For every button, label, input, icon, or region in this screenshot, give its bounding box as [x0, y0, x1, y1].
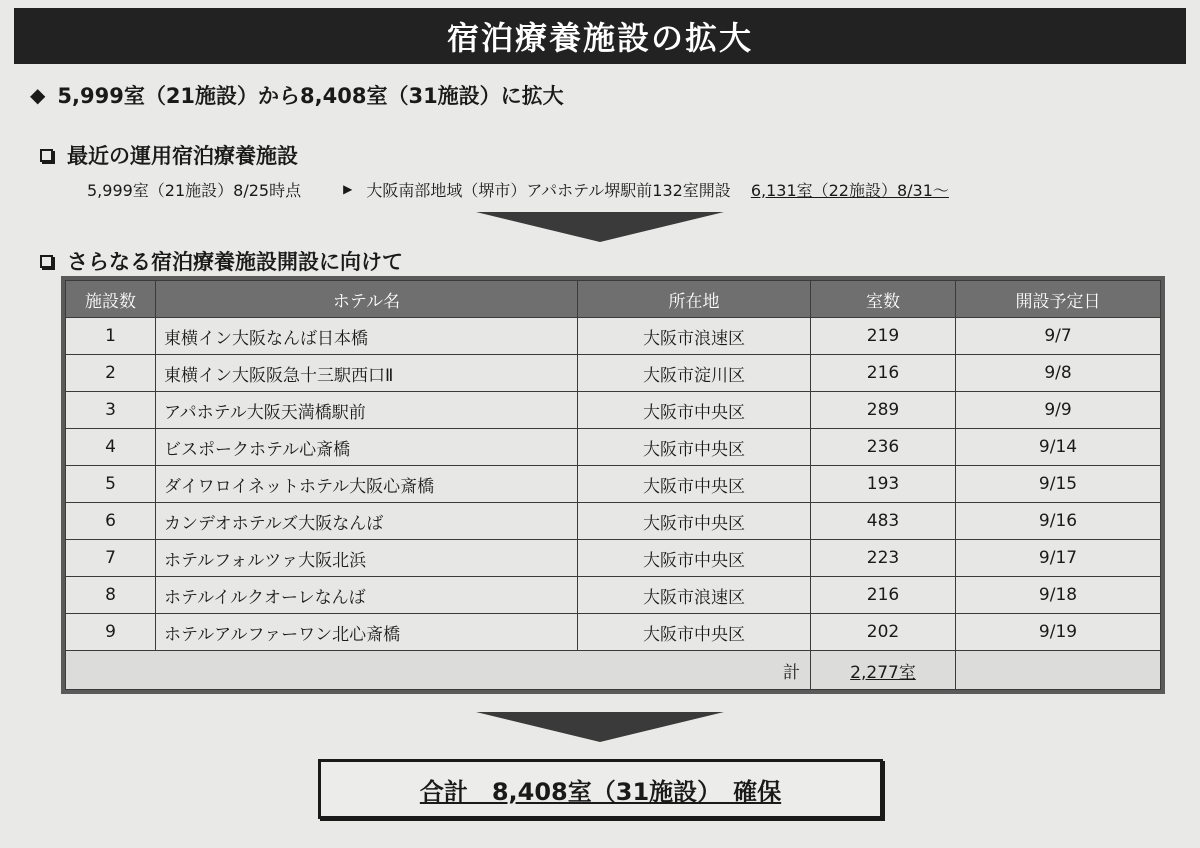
section-next-heading — [40, 246, 403, 276]
total-value: 2,277室 — [811, 651, 956, 690]
row-open-date: 9/17 — [956, 540, 1161, 577]
row-hotel-name: ホテルアルファーワン北心斎橋 — [156, 614, 578, 651]
final-total-box: 合計 8,408室（31施設） 確保 — [318, 759, 883, 819]
table-row — [66, 318, 1161, 355]
table-row — [66, 392, 1161, 429]
table-row — [66, 503, 1161, 540]
table-row — [66, 355, 1161, 392]
recent-change-line — [87, 176, 949, 202]
checkbox-bullet-icon — [40, 149, 53, 162]
row-location: 大阪市浪速区 — [578, 577, 811, 614]
row-rooms: 216 — [811, 577, 956, 614]
down-arrow-icon — [476, 712, 724, 742]
row-open-date: 9/19 — [956, 614, 1161, 651]
row-number: 9 — [66, 614, 156, 651]
row-hotel-name: ホテルイルクオーレなんば — [156, 577, 578, 614]
row-number: 1 — [66, 318, 156, 355]
recent-change: 大阪南部地域（堺市）アパホテル堺駅前132室開設 — [366, 180, 731, 200]
header-count: 施設数 — [66, 281, 156, 318]
row-number: 8 — [66, 577, 156, 614]
recent-before: 5,999室（21施設）8/25時点 — [87, 180, 302, 200]
row-hotel-name: ビスポークホテル心斎橋 — [156, 429, 578, 466]
row-rooms: 223 — [811, 540, 956, 577]
row-number: 2 — [66, 355, 156, 392]
total-empty-cell — [956, 651, 1161, 690]
row-location: 大阪市中央区 — [578, 466, 811, 503]
row-location: 大阪市中央区 — [578, 392, 811, 429]
total-label: 計 — [66, 651, 811, 690]
row-open-date: 9/9 — [956, 392, 1161, 429]
row-hotel-name: カンデオホテルズ大阪なんば — [156, 503, 578, 540]
table-row — [66, 614, 1161, 651]
row-location: 大阪市中央区 — [578, 429, 811, 466]
diamond-bullet-icon: ◆ — [30, 83, 46, 107]
row-rooms: 219 — [811, 318, 956, 355]
row-open-date: 9/14 — [956, 429, 1161, 466]
down-arrow-icon — [476, 212, 724, 242]
row-hotel-name: ホテルフォルツァ大阪北浜 — [156, 540, 578, 577]
table-row — [66, 540, 1161, 577]
row-open-date: 9/15 — [956, 466, 1161, 503]
table-row — [66, 466, 1161, 503]
row-open-date: 9/16 — [956, 503, 1161, 540]
row-location: 大阪市中央区 — [578, 540, 811, 577]
right-triangle-icon: ▶ — [343, 182, 353, 196]
section-next-label: さらなる宿泊療養施設開設に向けて — [67, 250, 403, 274]
row-number: 5 — [66, 466, 156, 503]
header-location: 所在地 — [578, 281, 811, 318]
row-open-date: 9/8 — [956, 355, 1161, 392]
page-title: 宿泊療養施設の拡大 — [14, 8, 1186, 64]
header-open-date: 開設予定日 — [956, 281, 1161, 318]
row-rooms: 202 — [811, 614, 956, 651]
row-rooms: 483 — [811, 503, 956, 540]
table-total-row — [66, 651, 1161, 690]
headline — [30, 80, 564, 110]
row-hotel-name: 東横イン大阪阪急十三駅西口Ⅱ — [156, 355, 578, 392]
row-location: 大阪市中央区 — [578, 503, 811, 540]
row-number: 4 — [66, 429, 156, 466]
row-hotel-name: 東横イン大阪なんば日本橋 — [156, 318, 578, 355]
table-row — [66, 429, 1161, 466]
section-recent-label: 最近の運用宿泊療養施設 — [67, 144, 298, 168]
row-rooms: 216 — [811, 355, 956, 392]
row-rooms: 289 — [811, 392, 956, 429]
row-location: 大阪市浪速区 — [578, 318, 811, 355]
row-hotel-name: ダイワロイネットホテル大阪心斎橋 — [156, 466, 578, 503]
row-rooms: 193 — [811, 466, 956, 503]
checkbox-bullet-icon — [40, 255, 53, 268]
row-location: 大阪市中央区 — [578, 614, 811, 651]
row-rooms: 236 — [811, 429, 956, 466]
table-header-row — [66, 281, 1161, 318]
hotel-table — [65, 280, 1161, 690]
row-number: 3 — [66, 392, 156, 429]
row-hotel-name: アパホテル大阪天満橋駅前 — [156, 392, 578, 429]
row-number: 7 — [66, 540, 156, 577]
table-row — [66, 577, 1161, 614]
headline-text: 5,999室（21施設）から8,408室（31施設）に拡大 — [57, 84, 564, 108]
header-rooms: 室数 — [811, 281, 956, 318]
section-recent-heading — [40, 140, 298, 170]
header-hotel-name: ホテル名 — [156, 281, 578, 318]
row-number: 6 — [66, 503, 156, 540]
row-open-date: 9/7 — [956, 318, 1161, 355]
row-location: 大阪市淀川区 — [578, 355, 811, 392]
recent-after: 6,131室（22施設）8/31～ — [750, 180, 949, 200]
row-open-date: 9/18 — [956, 577, 1161, 614]
